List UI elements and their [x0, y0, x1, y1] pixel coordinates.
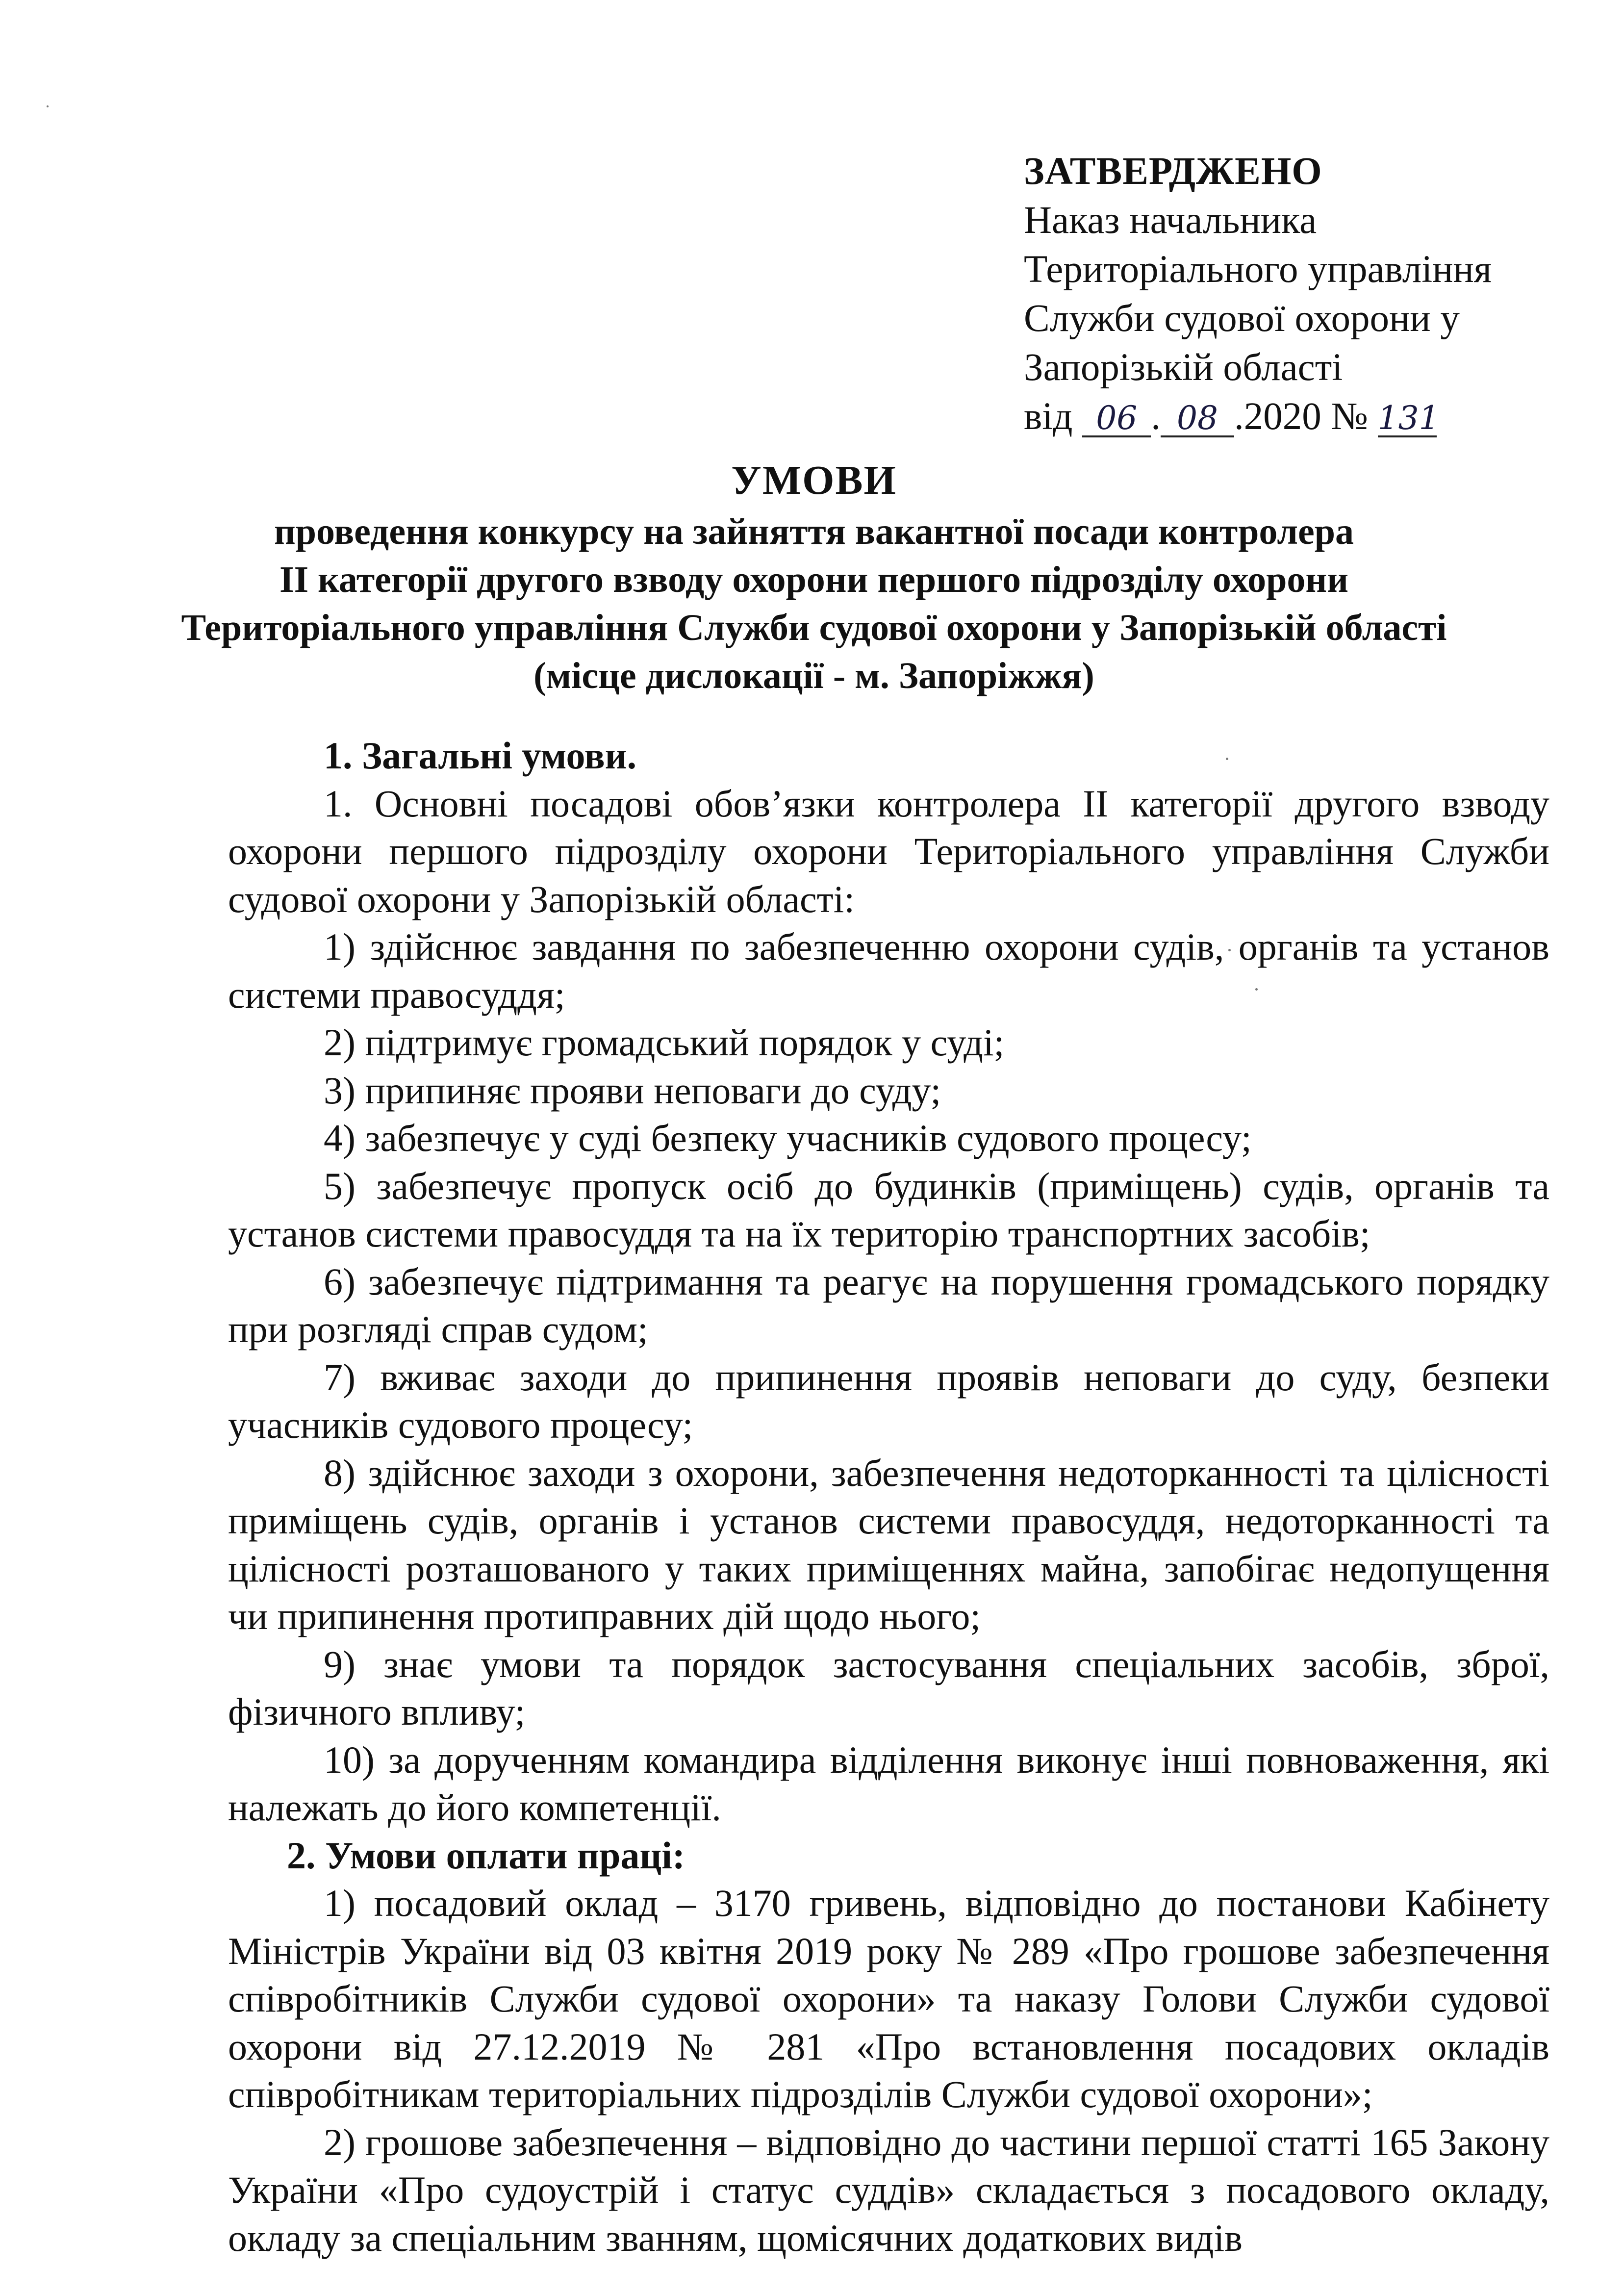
- list-item: 4) забезпечує у суді безпеку учасників судового процесу;: [324, 1117, 1252, 1159]
- document-body: [228, 732, 1549, 2262]
- date-year-suffix: .2020 №: [1234, 395, 1368, 438]
- handwritten-day: 06: [1082, 401, 1151, 437]
- title-line: Територіального управління Служби судової охорони у Запорізькій області: [181, 607, 1447, 648]
- title-line: проведення конкурсу на зайняття вакантної посади контролера: [274, 511, 1354, 552]
- list-item: 2) підтримує громадський порядок у суді;: [324, 1021, 1005, 1064]
- list-item: 3) припиняє прояви неповаги до суду;: [324, 1069, 941, 1112]
- handwritten-order-number: 131: [1377, 399, 1440, 437]
- approval-heading: ЗАТВЕРДЖЕНО: [1024, 150, 1322, 193]
- list-item: 8) здійснює заходи з охорони, забезпечення недоторканності та цілісності приміщень судів, органів і установ системи правосуддя, недоторканності та цілісності розташованого у таких приміщеннях майна, запобігає недопущення чи припинення протиправних дій щодо нього;: [228, 1451, 1549, 1637]
- approval-line: Наказ начальника: [1024, 199, 1317, 242]
- list-item: 9) знає умови та порядок застосування спеціальних засобів, зброї, фізичного впливу;: [228, 1642, 1549, 1733]
- section-heading: 2. Умови оплати праці:: [287, 1834, 685, 1877]
- title-line: ІІ категорії другого взводу охорони першого підрозділу охорони: [279, 559, 1348, 600]
- list-item: 10) за дорученням командира відділення виконує інші повноваження, які належать до його компетенції.: [228, 1738, 1549, 1829]
- document-title: [147, 454, 1481, 700]
- list-item: 6) забезпечує підтримання та реагує на порушення громадського порядку при розгляді справ судом;: [228, 1260, 1549, 1351]
- handwritten-month: 08: [1161, 401, 1234, 437]
- approval-line: Запорізькій області: [1024, 346, 1343, 389]
- title-main: УМОВИ: [731, 458, 897, 503]
- approval-line: Служби судової охорони у: [1024, 297, 1460, 340]
- date-dot: .: [1151, 395, 1161, 438]
- list-item: 5) забезпечує пропуск осіб до будинків (приміщень) судів, органів та установ системи правосуддя та на їх територію транспортних засобів;: [228, 1164, 1549, 1255]
- list-item: 2) грошове забезпечення – відповідно до частини першої статті 165 Закону України «Про судоустрій і статус суддів» складається з посадового окладу, окладу за спеціальним званням, щомісячних додаткових видів: [228, 2120, 1549, 2259]
- paragraph: 1. Основні посадові обов’язки контролера ІІ категорії другого взводу охорони першого підрозділу охорони Територіального управління Служби судової охорони у Запорізькій області:: [228, 782, 1549, 920]
- date-prefix: від: [1024, 395, 1073, 438]
- list-item: 1) здійснює завдання по забезпеченню охорони судів, органів та установ системи правосуддя;: [228, 925, 1549, 1016]
- approval-block: [1024, 147, 1563, 441]
- section-heading: 1. Загальні умови.: [324, 734, 637, 777]
- list-item: 1) посадовий оклад – 3170 гривень, відповідно до постанови Кабінету Міністрів України від 03 квітня 2019 року № 289 «Про грошове забезпечення співробітників Служби судової охорони» та наказу Голови Служби судової охорони від 27.12.2019 № 281 «Про встановлення посадових окладів співробітникам територіальних підрозділів Служби судової охорони»;: [228, 1882, 1549, 2116]
- approval-date-line: [1024, 392, 1563, 441]
- scan-speck: [47, 105, 49, 107]
- list-item: 7) вживає заходи до припинення проявів неповаги до суду, безпеки учасників судового процесу;: [228, 1355, 1549, 1446]
- approval-line: Територіального управління: [1024, 248, 1492, 291]
- title-line: (місце дислокації - м. Запоріжжя): [533, 655, 1094, 696]
